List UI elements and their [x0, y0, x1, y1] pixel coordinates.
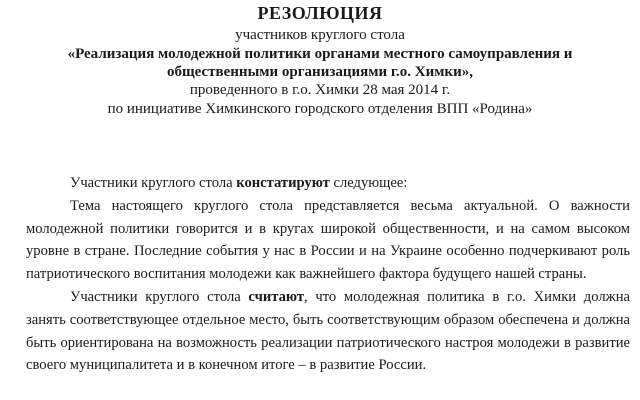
- initiative-line: по инициативе Химкинского городского отделения ВПП «Родина»: [107, 101, 533, 117]
- document-subtitle: участников круглого стола: [235, 27, 405, 43]
- paragraph-3: [26, 286, 630, 377]
- paragraph-2: Тема настоящего круглого стола представляется весьма актуальной. О важности молодежной политики говорится и в кругах широкой общественности, и на самом высоком уровне в стране. Последние события у нас в России и на Украине особенно подчеркивают роль патриотического воспитания молодежи как важнейшего фактора будущего нашей страны.: [26, 197, 630, 283]
- document-body: [26, 172, 630, 377]
- paragraph-1-keyword: констатируют: [236, 175, 330, 191]
- event-name-line-2: общественными организациями г.о. Химки»,: [167, 64, 473, 80]
- paragraph-3-tail: , что молодежная политика в г.о. Химки должна занять соответствующее отдельное место, быть соответствующим образом обеспечена и должна быть ориентирована на возможность реализации патриотического настроя молодежи в развитие своего муниципалитета и в конечном итоге – в развитие России.: [26, 288, 630, 374]
- paragraph-3-keyword: считают: [248, 288, 305, 305]
- event-name-line-1: «Реализация молодежной политики органами местного самоуправления и: [67, 46, 573, 62]
- paragraph-1-lead: Участники круглого стола: [70, 175, 237, 191]
- held-date-line: проведенного в г.о. Химки 28 мая 2014 г.: [189, 82, 451, 98]
- paragraph-1: [26, 172, 630, 195]
- paragraph-3-lead: Участники круглого стола: [70, 288, 249, 305]
- document-header: [0, 0, 640, 119]
- document-title: РЕЗОЛЮЦИЯ: [257, 3, 383, 23]
- paragraph-1-tail: следующее:: [329, 175, 408, 191]
